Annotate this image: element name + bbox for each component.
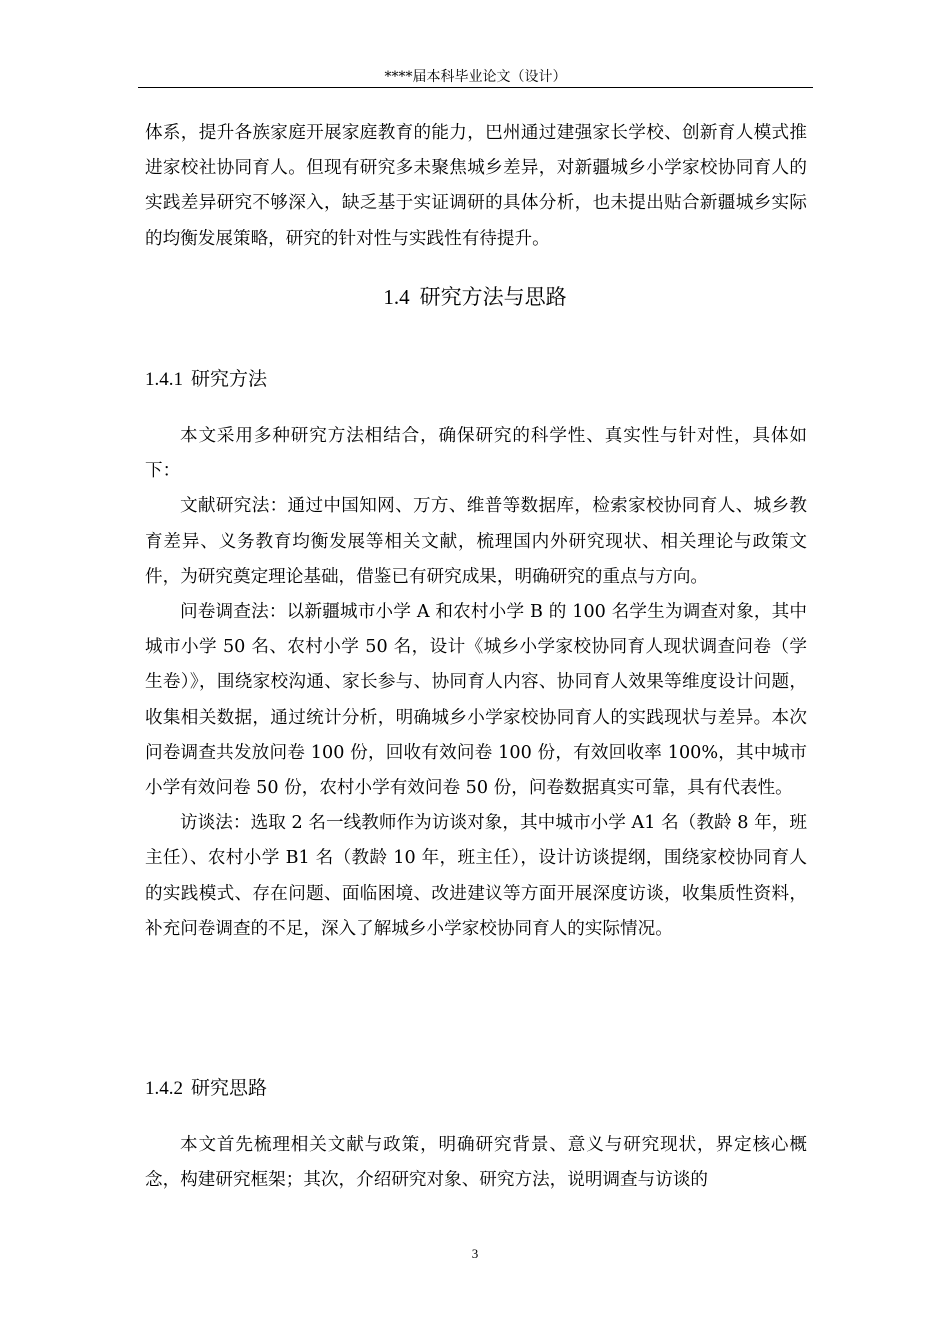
paragraph: 访谈法：选取 2 名一线教师作为访谈对象，其中城市小学 A1 名（教龄 8 年，班主任）、农村小学 B1 名（教龄 10 年，班主任），设计访谈提纲，围绕家校协同育人的实践模式、存在问题、面临困境、改进建议等方面开展深度访谈，收集质性资料，补充问卷调查的不足，深入了解城乡小学家校协同育人的实际情况。 xyxy=(145,813,807,939)
running-header: ****届本科毕业论文（设计） xyxy=(384,69,567,85)
body-block-approach xyxy=(145,1128,807,1198)
section-title: 研究方法与思路 xyxy=(419,285,567,309)
body-block-methods xyxy=(145,419,807,947)
paragraph: 体系，提升各族家庭开展家庭教育的能力，巴州通过建强家长学校、创新育人模式推进家校社协同育人。但现有研究多未聚焦城乡差异，对新疆城乡小学家校协同育人的实践差异研究不够深入，缺乏基于实证调研的具体分析，也未提出贴合新疆城乡实际的均衡发展策略，研究的针对性与实践性有待提升。 xyxy=(145,123,807,249)
subsection-title: 研究思路 xyxy=(191,1077,268,1099)
subsection-title: 研究方法 xyxy=(191,368,268,390)
section-number: 1.4 xyxy=(383,285,410,309)
paragraph: 本文采用多种研究方法相结合，确保研究的科学性、真实性与针对性，具体如下： xyxy=(145,426,807,482)
subsection-number: 1.4.2 xyxy=(145,1078,183,1099)
section-heading-1-4 xyxy=(0,283,950,311)
subsection-heading-1-4-2 xyxy=(145,1075,267,1102)
page-number: 3 xyxy=(471,1246,479,1261)
body-block-top xyxy=(145,116,807,257)
header-rule xyxy=(138,87,813,88)
paragraph: 文献研究法：通过中国知网、万方、维普等数据库，检索家校协同育人、城乡教育差异、义务教育均衡发展等相关文献，梳理国内外研究现状、相关理论与政策文件，为研究奠定理论基础，借鉴已有研究成果，明确研究的重点与方向。 xyxy=(145,496,807,587)
paragraph: 问卷调查法：以新疆城市小学 A 和农村小学 B 的 100 名学生为调查对象，其中城市小学 50 名、农村小学 50 名，设计《城乡小学家校协同育人现状调查问卷（学生卷）》，围绕家校沟通、家长参与、协同育人内容、协同育人效果等维度设计问题，收集相关数据，通过统计分析，明确城乡小学家校协同育人的实践现状与差异。本次问卷调查共发放问卷 100 份，回收有效问卷 100 份，有效回收率 100%，其中城市小学有效问卷 50 份，农村小学有效问卷 50 份，问卷数据真实可靠，具有代表性。 xyxy=(145,602,807,799)
subsection-heading-1-4-1 xyxy=(145,366,267,393)
paragraph: 本文首先梳理相关文献与政策，明确研究背景、意义与研究现状，界定核心概念，构建研究框架；其次，介绍研究对象、研究方法，说明调查与访谈的 xyxy=(145,1135,807,1191)
subsection-number: 1.4.1 xyxy=(145,369,183,390)
